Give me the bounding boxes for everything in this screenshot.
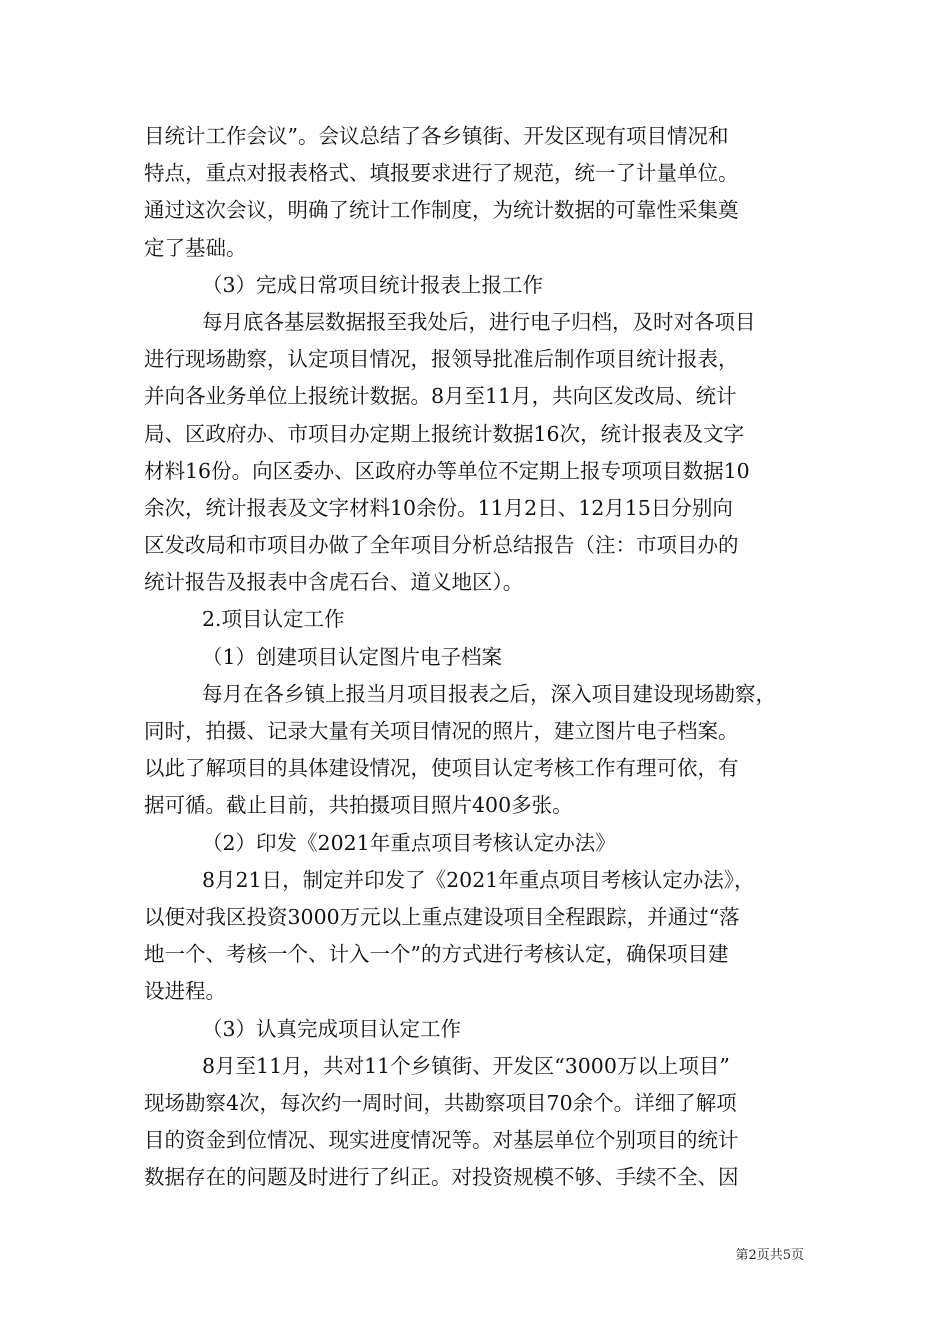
text-line: （3）完成日常项目统计报表上报工作 <box>202 272 544 297</box>
text-line: 每月底各基层数据报至我处后，进行电子归档，及时对各项目 <box>202 309 756 334</box>
page-number-footer: 第2页共5页 <box>735 1248 804 1263</box>
body-text <box>144 118 808 1196</box>
text-line: 区发改局和市项目办做了全年项目分析总结报告（注：市项目办的 <box>144 533 739 558</box>
text-line: 数据存在的问题及时进行了纠正。对投资规模不够、手续不全、因 <box>144 1165 739 1190</box>
text-line: 2.项目认定工作 <box>202 607 345 632</box>
text-line: 目的资金到位情况、现实进度情况等。对基层单位个别项目的统计 <box>144 1128 739 1153</box>
text-line: 每月在各乡镇上报当月项目报表之后，深入项目建设现场勘察， <box>202 681 776 706</box>
text-line: 通过这次会议，明确了统计工作制度，为统计数据的可靠性采集奠 <box>144 198 739 223</box>
text-line: （1）创建项目认定图片电子档案 <box>202 644 503 669</box>
text-line: 进行现场勘察，认定项目情况，报领导批准后制作项目统计报表， <box>144 347 739 372</box>
text-line: 目统计工作会议”。会议总结了各乡镇街、开发区现有项目情况和 <box>144 124 729 148</box>
text-line: 统计报告及报表中含虎石台、道义地区）。 <box>144 570 524 595</box>
text-line: 余次，统计报表及文字材料10余份。11月2日、12月15日分别向 <box>144 495 733 520</box>
text-line: 8月21日，制定并印发了《2021年重点项目考核认定办法》， <box>202 867 755 892</box>
text-line: 以便对我区投资3000万元以上重点建设项目全程跟踪，并通过“落 <box>144 904 740 929</box>
text-line: （2）印发《2021年重点项目考核认定办法》 <box>202 830 616 855</box>
text-line: 设进程。 <box>144 979 226 1004</box>
text-line: 据可循。截止目前，共拍摄项目照片400多张。 <box>144 793 573 818</box>
text-line: 地一个、考核一个、计入一个”的方式进行考核认定，确保项目建 <box>144 942 729 967</box>
text-line: 材料16份。向区委办、区政府办等单位不定期上报专项项目数据10 <box>144 458 750 483</box>
text-line: 同时，拍摄、记录大量有关项目情况的照片，建立图片电子档案。 <box>144 719 739 743</box>
text-line: 局、区政府办、市项目办定期上报统计数据16次，统计报表及文字 <box>144 421 745 446</box>
text-line: 特点，重点对报表格式、填报要求进行了规范，统一了计量单位。 <box>144 161 739 186</box>
text-line: 8月至11月，共对11个乡镇街、开发区“3000万以上项目” <box>202 1053 730 1078</box>
text-line: 现场勘察4次，每次约一周时间，共勘察项目70余个。详细了解项 <box>144 1090 737 1115</box>
text-line: 并向各业务单位上报统计数据。8月至11月，共向区发改局、统计 <box>144 384 737 409</box>
text-line: 定了基础。 <box>144 235 247 260</box>
text-line: （3）认真完成项目认定工作 <box>202 1016 462 1041</box>
text-line: 以此了解项目的具体建设情况，使项目认定考核工作有理可依，有 <box>144 756 739 781</box>
